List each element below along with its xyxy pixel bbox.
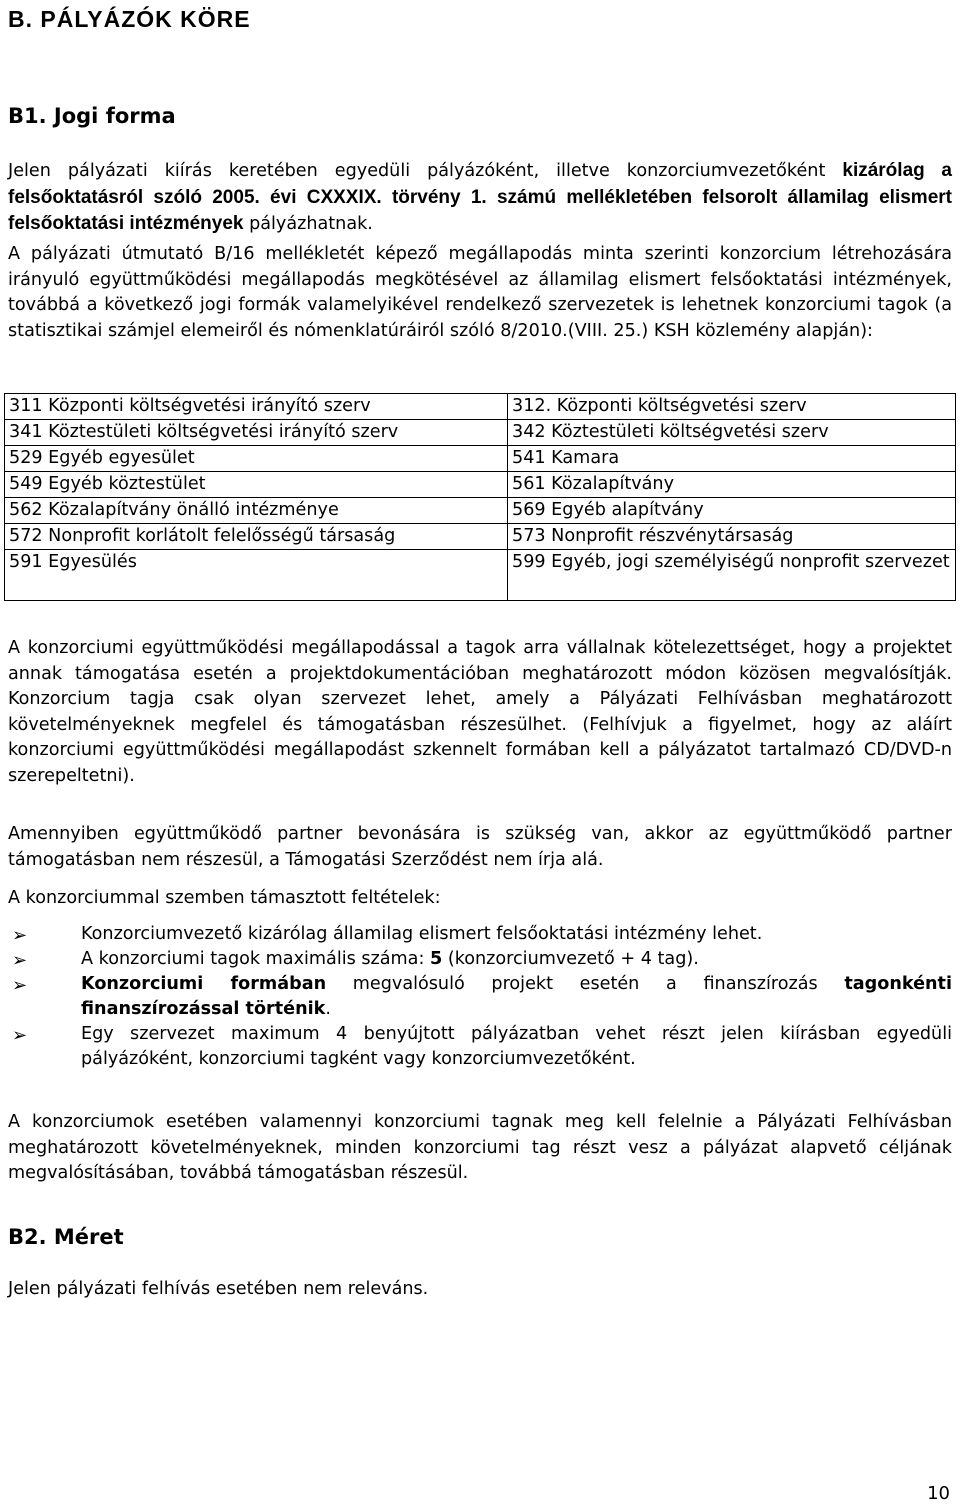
condition-4: Egy szervezet maximum 4 benyújtott pályázatban vehet részt jelen kiírásban egyedüli pályázóként, konzorciumi tagként vagy konzorciumvezetőként. [81,1024,952,1069]
page-number: 10 [927,1483,950,1504]
table-cell: 342 Köztestületi költségvetési szerv [508,420,956,446]
condition-3-end: . [325,999,331,1019]
arrow-bullet-icon: ➢ [12,925,28,946]
paragraph-eligibility-end: pályázhatnak. [243,214,373,234]
list-item [8,922,952,947]
list-item [8,972,952,1022]
heading-b2: B2. Méret [8,1225,124,1249]
condition-2-post: (konzorciumvezető + 4 tag). [442,949,699,969]
section-title: B. PÁLYÁZÓK KÖRE [8,6,251,32]
condition-2-pre: A konzorciumi tagok maximális száma: [81,949,430,969]
table-cell: 562 Közalapítvány önálló intézménye [5,498,508,524]
paragraph-consortium-forms: A pályázati útmutató B/16 mellékletét képező megállapodás minta szerinti konzorcium létrehozására irányuló együttműködési megállapodás megkötésével az államilag elismert felsőoktatási intézmények, továbbá a következő jogi formák valamelyikével rendelkező szervezetek is lehetnek konzorciumi tagok (a statisztikai számjel elemeiről és nómenklatúráiról szóló 8/2010.(VIII. 25.) KSH közlemény alapján): [8,244,952,341]
table-row [5,550,956,601]
condition-3-bold1: Konzorciumi formában [81,974,327,994]
table-cell: 561 Közalapítvány [508,472,956,498]
condition-3-mid: megvalósuló projekt esetén a finanszírozás [326,974,845,994]
conditions-list [8,922,952,1072]
table-row [5,420,956,446]
table-cell: 573 Nonprofit részvénytársaság [508,524,956,550]
paragraph-size: Jelen pályázati felhívás esetében nem releváns. [8,1279,429,1299]
paragraph-conditions-intro: A konzorciummal szemben támasztott feltételek: [8,888,441,908]
table-cell: 591 Egyesülés [5,550,508,601]
table-cell: 599 Egyéb, jogi személyiségű nonprofit szervezet [508,550,956,601]
table-cell: 312. Központi költségvetési szerv [508,394,956,420]
table-cell: 549 Egyéb köztestület [5,472,508,498]
paragraph-agreement: A konzorciumi együttműködési megállapodással a tagok arra vállalnak kötelezettséget, hogy a projektet annak támogatása esetén a projektdokumentációban meghatározott módon közösen megvalósítják. Konzorcium tagja csak olyan szervezet lehet, amely a Pályázati Felhívásban meghatározott követelményeknek megfelel és támogatásban részesülhet. (Felhívjuk a figyelmet, hogy az aláírt konzorciumi együttműködési megállapodást szkennelt formában kell a pályázatot tartalmazó CD/DVD-n szerepeltetni). [8,638,952,786]
heading-b1: B1. Jogi forma [8,104,176,128]
condition-1: Konzorciumvezető kizárólag államilag elismert felsőoktatási intézmény lehet. [81,924,763,944]
arrow-bullet-icon: ➢ [12,975,28,996]
table-row [5,524,956,550]
table-row [5,394,956,420]
list-item [8,1022,952,1072]
table-cell: 572 Nonprofit korlátolt felelősségű társaság [5,524,508,550]
condition-3-bold2: tagonkénti finanszírozással történik [81,974,952,1019]
table-cell: 569 Egyéb alapítvány [508,498,956,524]
legal-forms-table [4,393,956,601]
table-row [5,498,956,524]
condition-2-bold: 5 [429,949,443,969]
table-row [5,446,956,472]
paragraph-partner: Amennyiben együttműködő partner bevonására is szükség van, akkor az együttműködő partner támogatásban nem részesül, a Támogatási Szerződést nem írja alá. [8,824,952,870]
paragraph-eligibility [8,158,952,238]
list-item [8,947,952,972]
table-cell: 529 Egyéb egyesület [5,446,508,472]
table-row [5,472,956,498]
arrow-bullet-icon: ➢ [12,1025,28,1046]
paragraph-consortium-requirements: A konzorciumok esetében valamennyi konzorciumi tagnak meg kell felelnie a Pályázati Felhívásban meghatározott követelményeknek, minden konzorciumi tag részt vesz a pályázat alapvető céljának megvalósításában, továbbá támogatásban részesül. [8,1112,952,1183]
paragraph-eligibility-bold: kizárólag a felsőoktatásról szóló 2005. évi CXXXIX. törvény 1. számú mellékletében felsorolt államilag elismert felsőoktatási intézmények [8,160,952,234]
paragraph-eligibility-text: Jelen pályázati kiírás keretében egyedüli pályázóként, illetve konzorciumvezetőként [8,161,843,181]
table-cell: 311 Központi költségvetési irányító szerv [5,394,508,420]
table-cell: 541 Kamara [508,446,956,472]
arrow-bullet-icon: ➢ [12,950,28,971]
table-cell: 341 Köztestületi költségvetési irányító szerv [5,420,508,446]
